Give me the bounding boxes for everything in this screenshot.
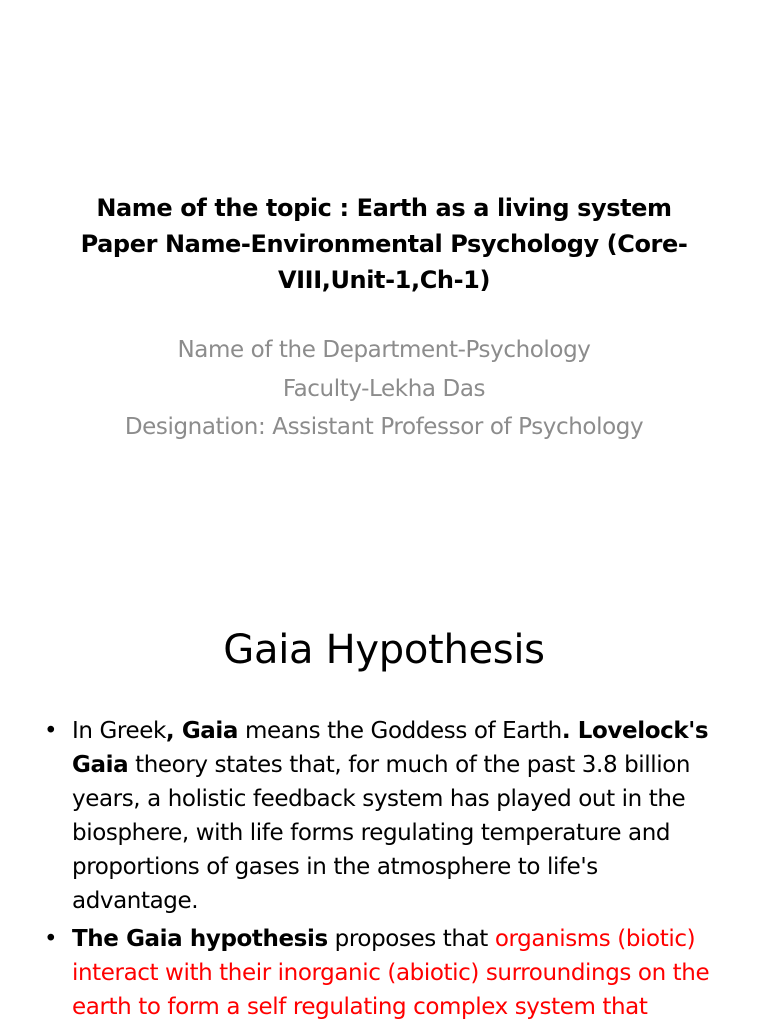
department-line: Name of the Department-Psychology <box>177 337 591 363</box>
title-line-3: VIII,Unit-1,Ch-1) <box>277 266 491 294</box>
bullet1-text-2: means the Goddess of Earth <box>238 718 562 744</box>
bullet-list <box>40 714 720 1024</box>
bullet1-text-3: theory states that, for much of the past 3.8 billion years, a holistic feedback system has played out in the biosphere, with life forms regulating temperature and proportions of gases in the atmosphere to life's advantage. <box>72 752 691 914</box>
faculty-line: Faculty-Lekha Das <box>282 375 486 402</box>
bullet-marker: • <box>44 718 58 744</box>
designation-line: Designation: Assistant Professor of Psychology <box>124 414 644 440</box>
title-line-1: Name of the topic : Earth as a living system <box>96 194 672 222</box>
bullet1-gaia-bold: , Gaia <box>165 718 239 744</box>
slide-subtitle <box>40 331 728 447</box>
bullet-item <box>40 714 720 918</box>
slide-title <box>60 190 708 298</box>
bullet2-bold-term: The Gaia hypothesis <box>72 926 328 952</box>
bullet-marker: • <box>44 926 58 952</box>
bullet-item <box>40 922 720 1024</box>
title-line-2: Paper Name-Environmental Psychology (Core- <box>80 230 688 258</box>
bullet1-lovelock-bold: . Lovelock's Gaia <box>72 718 709 778</box>
bullet2-highlight-text: organisms (biotic) interact with their inorganic (abiotic) surroundings on the earth to form a self regulating complex system that <box>72 926 710 1020</box>
bullet2-text-1: proposes that <box>327 926 495 952</box>
section-heading: Gaia Hypothesis <box>223 627 545 673</box>
bullet1-text-1: In Greek <box>72 718 166 744</box>
